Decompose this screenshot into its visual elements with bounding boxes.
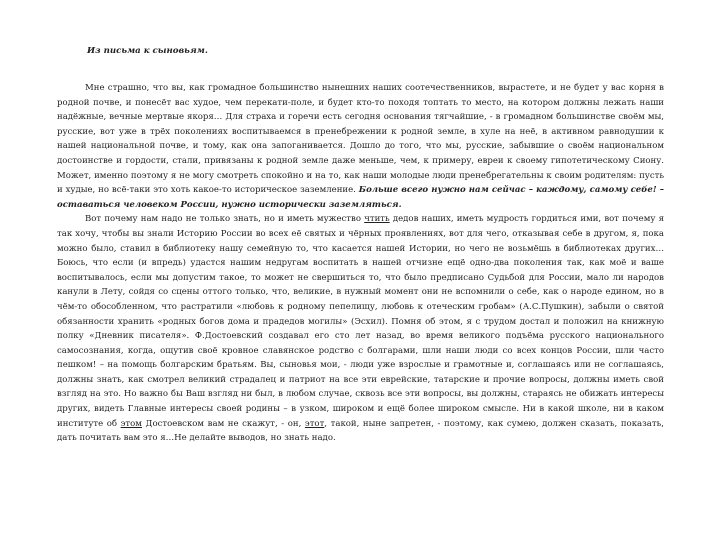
paragraph-1-emphasis: Больше всего нужно нам сейчас – каждому, самому себе! – оставаться человеком России, нужно исторически заземляться. — [57, 185, 664, 210]
underlined-word-2: этом — [120, 418, 142, 429]
document-title: Из письма к сыновьям. — [87, 46, 208, 56]
paragraph-2-part-3: Достоевском вам не скажут, - он, — [141, 418, 305, 429]
paragraph-2-part-1: Вот почему нам надо не только знать, но и иметь мужество — [85, 214, 365, 225]
paragraph-2-part-2: дедов наших, иметь мудрость гордиться ими, вот почему я так хочу, чтобы вы знали Историю России во всех её святых и чёрных проявлениях, вот для чего, отказывая себе в другом, я, пока можно было, ставил в библиотеку нашу семейную то, что касается нашей Истории, но чего не возьмёшь в библиотеках других…Боюсь, что если (и впредь) удастся нашим недругам воспитать в нашей отчизне ещё одно-два поколения так, как моё и ваше воспитывалось, если мы допустим такое, то может не свершиться то, что было предписано Судьбой для России, мало ли народов канули в Лету, сойдя со сцены оттого только, что, великие, в нужный момент они не вспомнили о себе, как о народе едином, но в чём-то обособленном, что растратили «любовь к родному пепелищу, любовь к отеческим гробам» (А.С.Пушкин), забыли о святой обязанности хранить «родных богов дома и прадедов могилы» (Эсхил). Помня об этом, я с трудом достал и положил на книжную полку «Дневник писателя». Ф.Достоевский создавал его сто лет назад, во время великого подъёма русского национального самосознания, когда, ощутив своё кровное славянское родство с болгарами, шли наши люди со всех концов России, шли часто пешком! – на помощь болгарским братьям. Вы, сыновья мои, - люди уже взрослые и грамотные и, соглашаясь или не соглашаясь, должны знать, как смотрел великий страдалец и патриот на все эти еврейские, татарские и прочие вопросы, должны иметь свой взгляд на это. Но важно бы Ваш взгляд ни был, в любом случае, сквозь все эти вопросы, вы должны, стараясь не обижать интересы других, видеть Главные интересы своей родины – в узком, широком и ещё более широком смысле. Ни в какой школе, ни в каком институте об — [57, 214, 664, 429]
document-body — [57, 81, 664, 446]
paragraph-2 — [57, 212, 664, 446]
document-page — [57, 44, 664, 514]
underlined-word-1: чтить — [364, 214, 390, 225]
paragraph-1-text: Мне страшно, что вы, как громадное большинство нынешних наших соотечественников, вырастете, и не будет у вас корня в родной почве, и понесёт вас худое, чем перекати-поле, и будет кто-то походя топтать то место, на котором должны лежать наши надёжные, вечные мертвые якоря… Для страха и горечи есть сегодня основания тягчайшие, - в громадном большинстве своём мы, русские, вот уже в трёх поколениях воспитываемся в пренебрежении к родной земле, в хуле на неё, в активном равнодушии к нашей национальной почве, и тому, как она запоганивается. Дошло до того, что мы, русские, забывшие о своём национальном достоинстве и гордости, стали, привязаны к родной земле даже меньше, чем, к примеру, евреи к своему гипотетическому Сиону. Может, именно поэтому я не могу смотреть спокойно и на то, как наши молодые люди пренебрегательны к своим родителям: пусть и худые, но всё-таки это хоть какое-то историческое заземление. — [57, 83, 664, 196]
underlined-word-3: этот — [304, 418, 325, 429]
paragraph-2-part-4: , такой, ныне запретен, - поэтому, как сумею, должен сказать, показать, дать почитать вам это я…Не делайте выводов, но знать надо. — [57, 418, 664, 444]
paragraph-1 — [57, 81, 664, 212]
